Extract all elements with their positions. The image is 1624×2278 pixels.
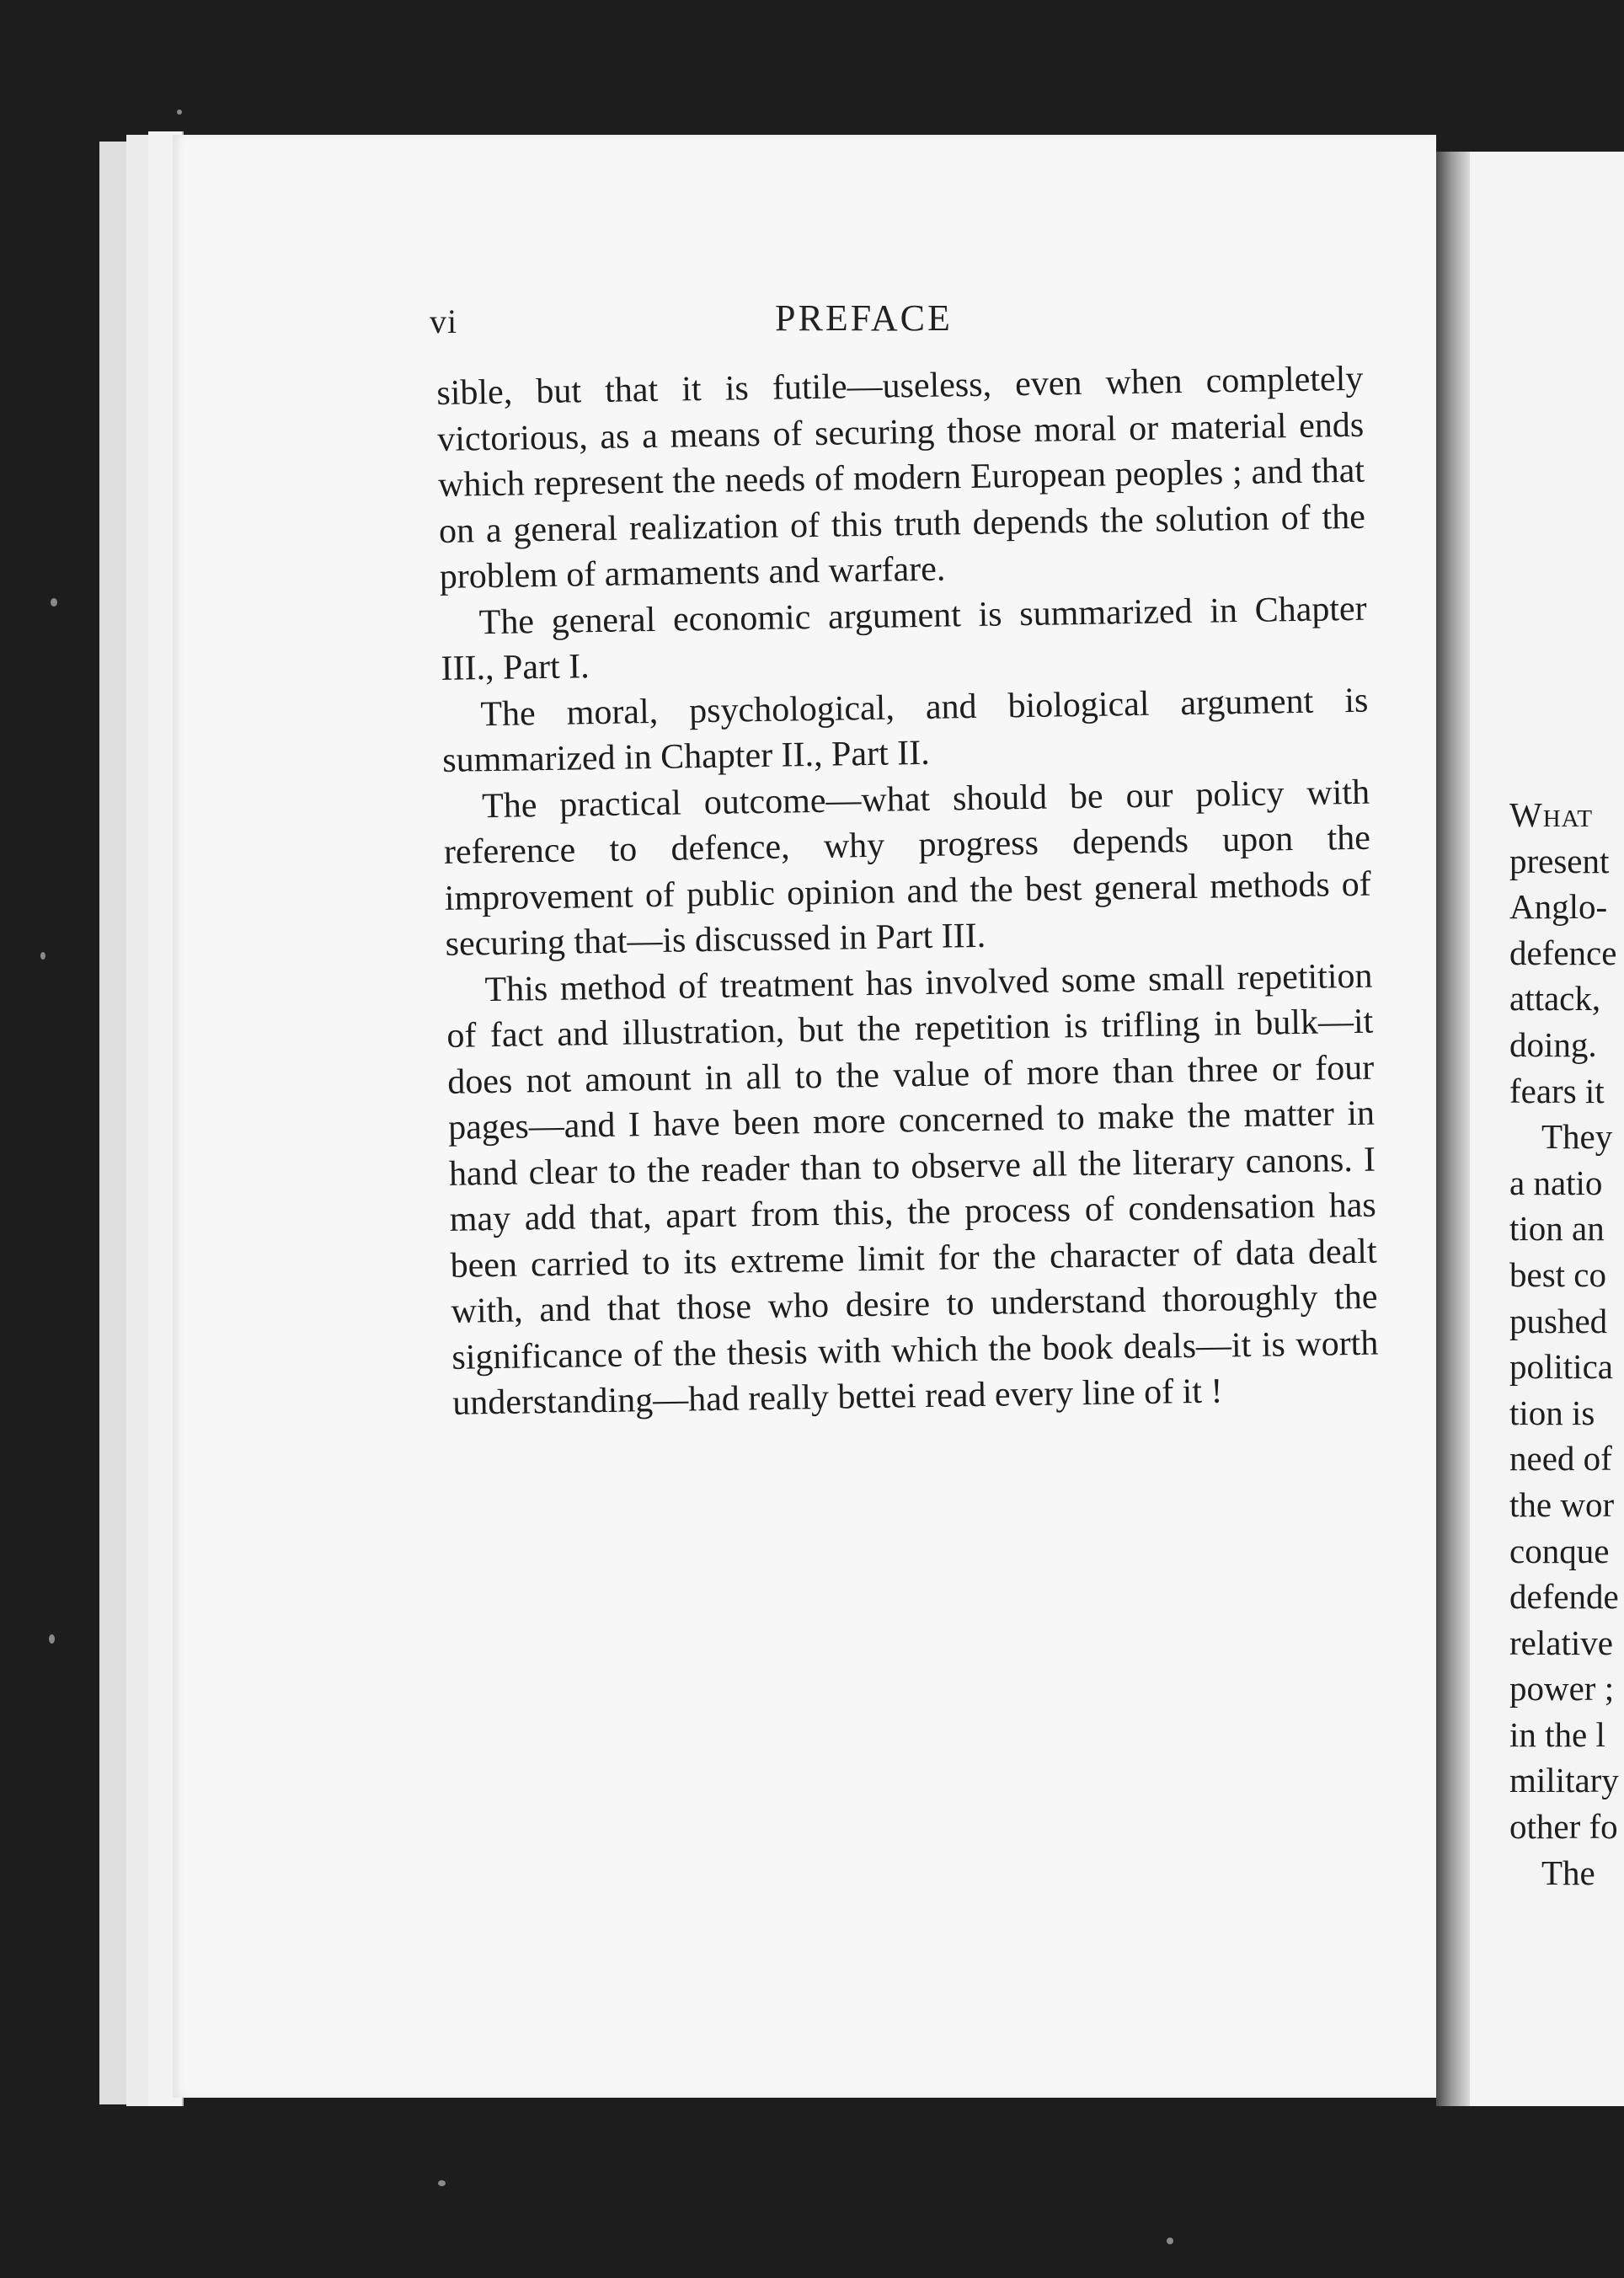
facing-line: tion an [1509,1209,1605,1249]
preface-text [436,356,1380,1427]
facing-line: defende [1509,1577,1619,1617]
scan-dust-speck [49,1634,55,1644]
facing-line: politica [1509,1347,1613,1387]
facing-page-text [1509,792,1624,1896]
paragraph: sible, but that it is futile—useless, even when completely victorious, as a means of securing those moral or material ends which represent the needs of modern European peoples ; and that on a general realization of this truth depends the solution of the problem of armaments and warfare. [436,359,1366,596]
book-gutter [1436,152,1470,2106]
facing-line: the wor [1509,1484,1615,1524]
facing-line: other fo [1509,1807,1618,1847]
facing-line: attack, [1509,979,1601,1019]
facing-line: conque [1509,1531,1610,1570]
page-title: PREFACE [775,297,953,339]
facing-line: military [1509,1761,1619,1800]
scan-dust-speck [1167,2238,1173,2244]
facing-line: fears it [1509,1071,1605,1110]
facing-line: relative [1509,1623,1613,1662]
facing-line: pushed [1509,1301,1608,1340]
facing-line: best co [1509,1254,1606,1294]
facing-line: What [1509,795,1594,834]
scan-dust-speck [177,110,182,115]
facing-line: a natio [1509,1163,1603,1202]
facing-line: doing. [1509,1024,1597,1064]
facing-line: present [1509,841,1610,880]
facing-line: power ; [1509,1669,1615,1708]
page-number: vi [430,302,458,340]
facing-line: tion is [1509,1393,1595,1432]
facing-line: defence [1509,933,1617,972]
scan-dust-speck [51,598,57,607]
paragraph: The moral, psychological, and biological argument is summarized in Chapter II., Part II. [441,681,1369,780]
running-head [430,297,1373,344]
paragraph: This method of treatment has involved some small repetition of fact and illustration, but the repetition is trifling in bulk—it does not amount in all to the value of more than three or four pages—and I have been more concerned to make the matter in hand clear to the reader than to observe all the literary canons. I may add that, apart from this, the process of condensation has been carried to its extreme limit for the character of data dealt with, and that those who desire to understand thoroughly the significance of the thesis with which the book deals—it is worth understanding—had really bettei read every line of it ! [446,956,1379,1423]
paragraph: The practical outcome—what should be our policy with reference to defence, why progress depends upon the improvement of public opinion and the best general methods of securing that—is discussed in Part III. [443,773,1372,964]
scan-dust-speck [438,2180,446,2186]
facing-line: in the l [1509,1714,1605,1754]
scan-dust-speck [40,952,45,960]
facing-line: The [1541,1853,1595,1892]
facing-line: Anglo- [1509,887,1608,927]
facing-line: They [1541,1117,1613,1157]
facing-line: need of [1509,1439,1612,1479]
paragraph: The general economic argument is summarized in Chapter III., Part I. [441,589,1367,688]
